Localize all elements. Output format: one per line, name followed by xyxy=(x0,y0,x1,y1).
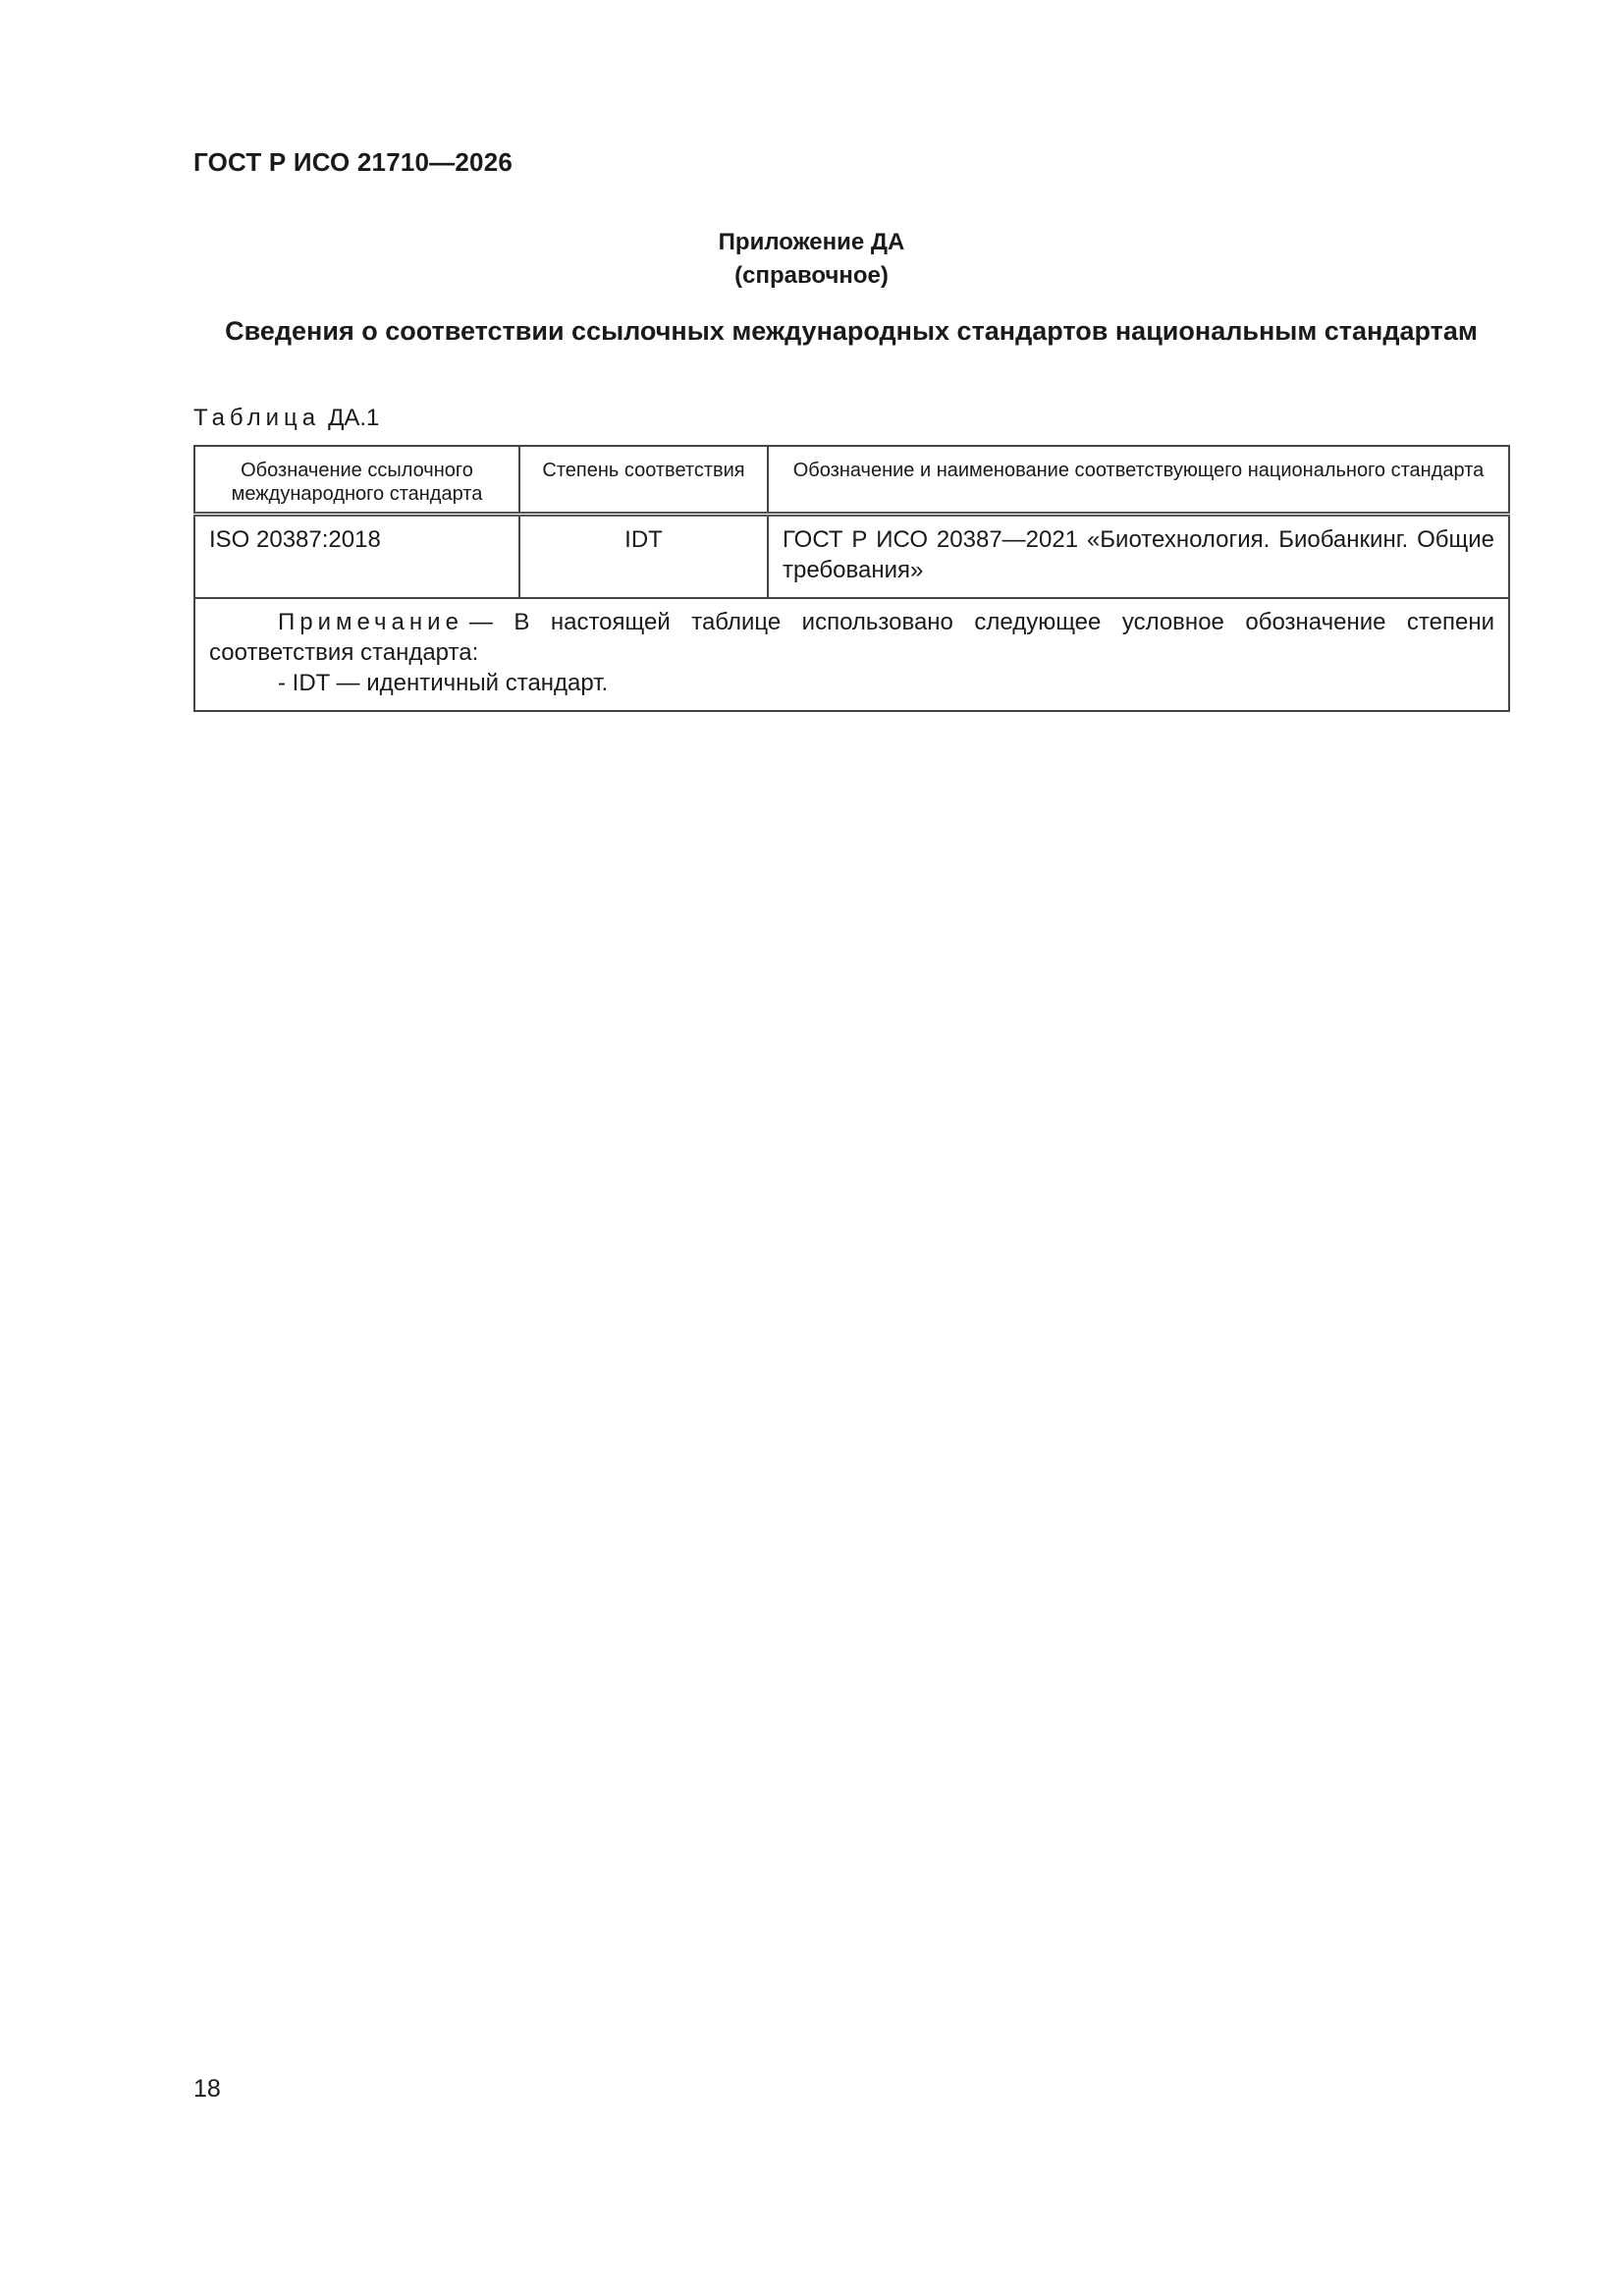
document-designation: ГОСТ Р ИСО 21710—2026 xyxy=(193,147,514,177)
cell-degree: IDT xyxy=(519,515,768,599)
section-title: Сведения о соответствии ссылочных международных стандартов национальным стандартам xyxy=(225,316,1478,346)
cell-national-standard: ГОСТ Р ИСО 20387—2021 «Биотехнология. Биобанкинг. Общие требования» xyxy=(768,515,1509,599)
page-number: 18 xyxy=(193,2075,221,2103)
table-caption-id: ДА.1 xyxy=(328,405,380,431)
note-paragraph xyxy=(209,609,469,635)
appendix-heading xyxy=(0,226,1623,293)
reference-standards-table xyxy=(193,445,1510,712)
table-row xyxy=(194,515,1509,599)
cell-reference-standard: ISO 20387:2018 xyxy=(194,515,519,599)
column-header-national: Обозначение и наименование соответствующего национального стандарта xyxy=(768,446,1509,515)
note-item: - IDT — идентичный стандарт. xyxy=(278,670,609,696)
table-note-row xyxy=(194,598,1509,711)
note-text: — В настоящей таблице использовано следующее условное обозначение степени соответствия стандарта: xyxy=(209,609,1494,666)
appendix-title: Приложение ДА xyxy=(718,229,905,255)
appendix-subtitle: (справочное) xyxy=(734,262,889,289)
column-header-degree: Степень соответствия xyxy=(519,446,768,515)
note-word: Примечание xyxy=(278,609,463,635)
table-header-row xyxy=(194,446,1509,515)
table-caption-word: Таблица xyxy=(193,405,321,431)
table-note xyxy=(194,598,1509,711)
column-header-reference: Обозначение ссылочного международного стандарта xyxy=(194,446,519,515)
table-caption xyxy=(193,405,379,432)
